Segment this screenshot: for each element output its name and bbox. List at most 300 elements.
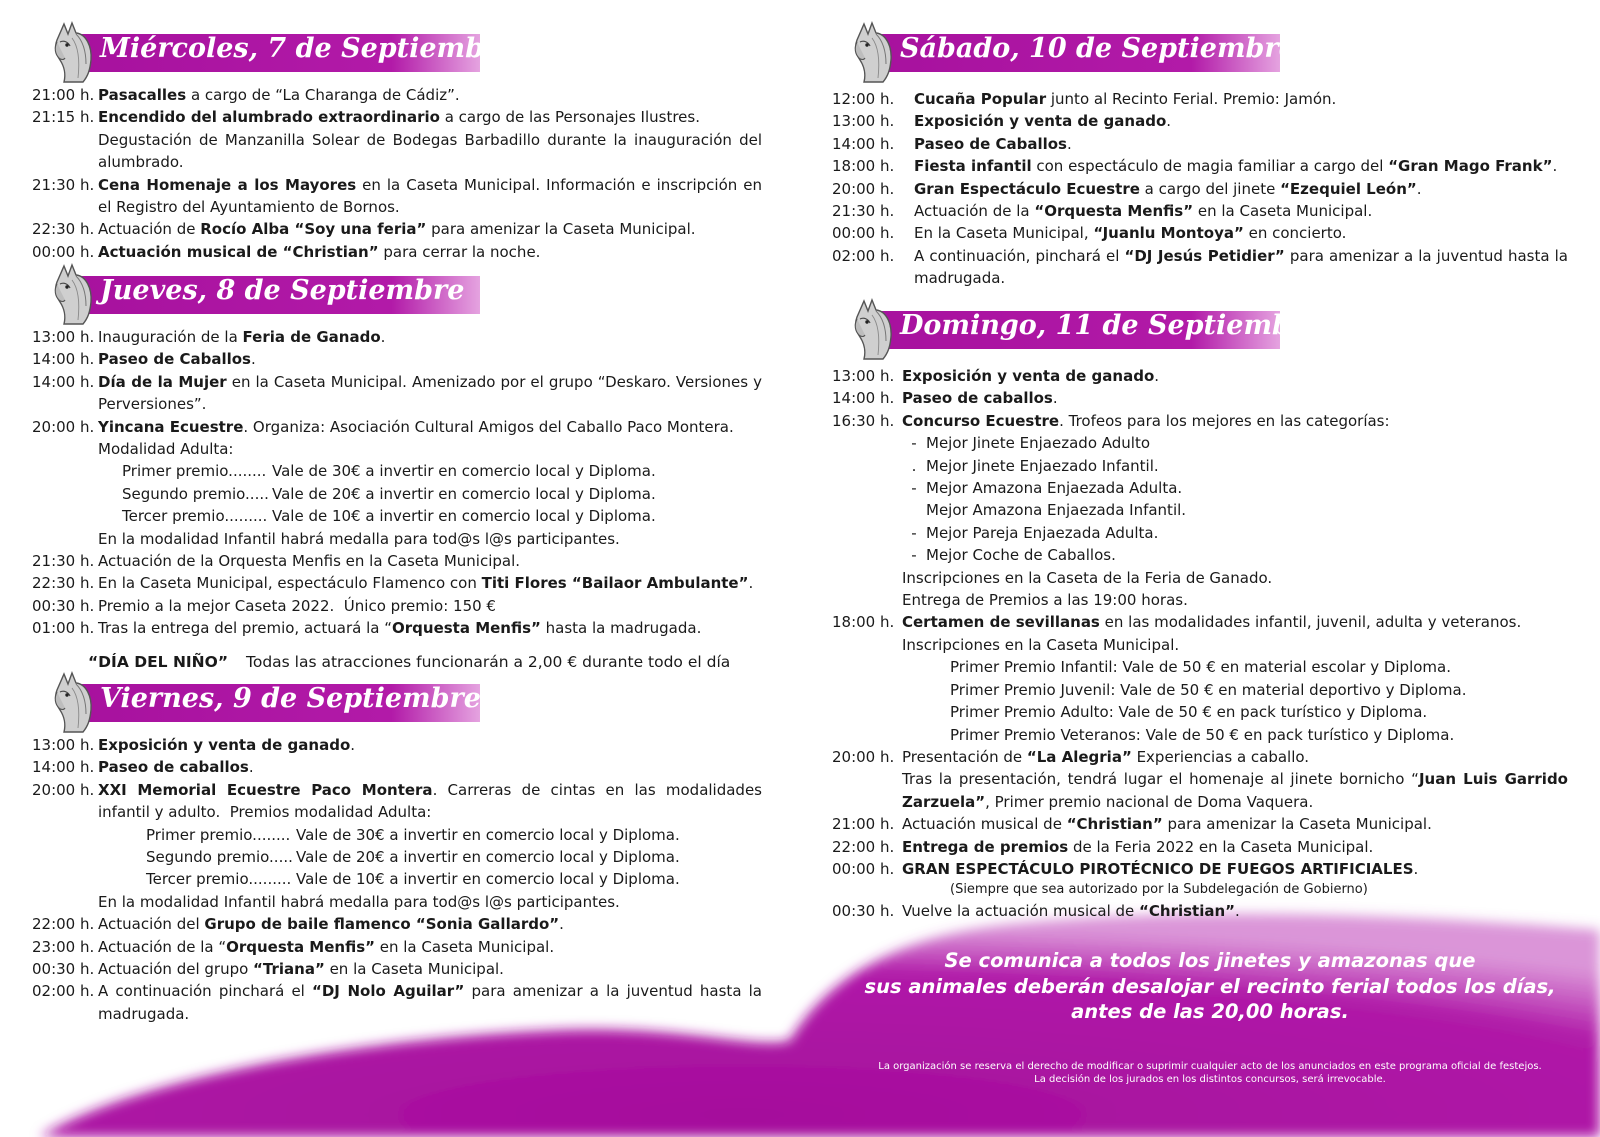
event-description: [98, 241, 762, 263]
event-row: [32, 595, 762, 617]
highlight-text: Concurso Ecuestre: [902, 411, 1060, 430]
event-time: 14:00 h.: [832, 389, 895, 408]
event-time: 14:00 h.: [32, 350, 95, 369]
prize-label: Tercer premio.........: [122, 507, 268, 526]
prize-text: Vale de 10€ a invertir en comercio local y Diploma.: [272, 507, 656, 526]
event-row: [32, 617, 762, 639]
event-description: [98, 218, 762, 240]
event-time: 20:00 h.: [832, 179, 895, 198]
horse-head-icon: [50, 262, 96, 326]
event-time: 21:30 h.: [32, 552, 95, 571]
horse-head-icon: [850, 297, 896, 361]
event-text: .: [380, 328, 386, 346]
event-text: . Trofeos para los mejores en las categorías:: [1059, 411, 1390, 430]
day-saturday: [832, 20, 1573, 290]
event-description: [98, 734, 762, 756]
notice-message: [860, 948, 1560, 1025]
event-text: Inauguración de la: [98, 328, 243, 346]
event-description: [98, 174, 767, 219]
event-row: [832, 387, 1568, 409]
event-description: [914, 88, 1568, 110]
horse-head-icon: [50, 20, 96, 84]
event-description: [914, 133, 1568, 155]
prize-row: [98, 868, 762, 890]
event-text: Tras la entrega del premio, actuará la “: [98, 619, 393, 638]
event-time: 14:00 h.: [832, 134, 895, 153]
prize-label: Tercer premio.........: [146, 870, 292, 889]
prize-line: Primer Premio Adulto: Vale de 50 € en pack turístico y Diploma.: [950, 703, 1428, 722]
notice-line: Se comunica a todos los jinetes y amazonas que: [944, 949, 1476, 972]
event-row: [32, 241, 762, 263]
event-description: [914, 200, 1568, 222]
event-detail: [902, 768, 1574, 813]
event-row: [32, 416, 762, 550]
event-row: [32, 326, 762, 348]
event-text: .: [1052, 389, 1058, 408]
event-main: [98, 595, 762, 617]
event-main: [98, 617, 762, 639]
event-main: [98, 572, 762, 594]
event-text: A continuación, pinchará el: [914, 246, 1125, 265]
category-item: [902, 477, 1568, 499]
event-main: [914, 200, 1568, 222]
event-text: Actuación del: [98, 915, 205, 934]
notice-line: antes de las 20,00 horas.: [1071, 1000, 1349, 1023]
category-marker: -: [911, 523, 917, 542]
event-main: [914, 222, 1568, 244]
event-text: . Carreras de cintas en las modalidades infantil y adulto. Premios modalidad Adulta:: [98, 780, 767, 822]
event-text: En la Caseta Municipal,: [914, 224, 1094, 243]
event-time: 20:00 h.: [832, 747, 895, 766]
prize-text: Vale de 30€ a invertir en comercio local y Diploma.: [296, 825, 680, 844]
highlight-text: Día de la Mujer: [98, 372, 227, 391]
event-time: 22:30 h.: [32, 574, 95, 593]
event-text: a cargo de “La Charanga de Cádiz”.: [186, 86, 460, 104]
highlight-text: Paseo de caballos: [902, 389, 1053, 408]
prize-text: Vale de 20€ a invertir en comercio local y Diploma.: [272, 484, 656, 503]
event-row: [832, 178, 1568, 200]
event-row: [832, 813, 1568, 835]
category-marker: -: [911, 434, 917, 453]
event-main: [98, 174, 767, 219]
event-text: para amenizar la Caseta Municipal.: [426, 220, 696, 239]
event-row: [32, 218, 762, 240]
event-main: [902, 611, 1568, 633]
event-main: [902, 900, 1568, 922]
event-text: de la Feria 2022 en la Caseta Municipal.: [1068, 837, 1374, 856]
event-note: Entrega de Premios a las 19:00 horas.: [902, 591, 1188, 610]
event-time: 12:00 h.: [832, 90, 895, 108]
event-main: [902, 410, 1568, 432]
event-row: [832, 88, 1568, 110]
prize-line: Primer Premio Veteranos: Vale de 50 € en pack turístico y Diploma.: [950, 725, 1455, 744]
prize-label: Primer premio........: [146, 825, 291, 844]
event-time: 13:00 h.: [32, 328, 95, 346]
event-text: junto al Recinto Ferial. Premio: Jamón.: [1046, 90, 1337, 108]
event-text: en la Caseta Municipal.: [1193, 202, 1373, 221]
day-title: Miércoles, 7 de Septiembre: [100, 33, 516, 64]
highlight-text: Feria de Ganado: [242, 328, 381, 346]
event-time: 13:00 h.: [832, 112, 895, 131]
event-time: 18:00 h.: [832, 613, 895, 632]
highlight-text: GRAN ESPECTÁCULO PIROTÉCNICO DE FUEGOS ARTIFICIALES: [902, 859, 1414, 878]
event-description: [914, 155, 1568, 177]
highlight-text: Paseo de Caballos: [914, 134, 1067, 153]
highlight-text: “Christian”: [1139, 902, 1236, 921]
event-main: [98, 913, 762, 935]
horse-head-icon: [850, 20, 896, 84]
event-text: Actuación musical de: [902, 815, 1067, 834]
highlight-text: “Juanlu Montoya”: [1093, 224, 1244, 243]
highlight-text: Actuación musical de “Christian”: [98, 242, 379, 261]
event-main: [914, 155, 1568, 177]
event-time: 14:00 h.: [32, 758, 95, 777]
event-list: [832, 365, 1574, 923]
event-text: Actuación del grupo: [98, 960, 254, 979]
disclaimer-line: La decisión de los jurados en los distintos concursos, será irrevocable.: [1034, 1074, 1386, 1085]
highlight-text: Titi Flores “Bailaor Ambulante”: [481, 574, 749, 593]
event-text: .: [1066, 134, 1072, 153]
event-time: 20:00 h.: [32, 780, 95, 799]
event-description: [98, 617, 762, 639]
event-row: [32, 958, 762, 980]
event-row: [32, 734, 762, 756]
category-text: Mejor Amazona Enjaezada Infantil.: [926, 501, 1187, 520]
notice-line: sus animales deberán desalojar el recinto ferial todos los días,: [864, 974, 1556, 998]
event-row: [832, 133, 1568, 155]
event-time: 02:00 h.: [832, 246, 895, 265]
event-main: [98, 958, 762, 980]
event-description: [914, 178, 1568, 200]
event-row: [832, 110, 1568, 132]
event-main: [98, 371, 767, 416]
event-description: [98, 913, 762, 935]
event-main: [98, 756, 762, 778]
event-row: [32, 779, 767, 913]
disclaimer-line: La organización se reserva el derecho de modificar o suprimir cualquier acto de los anunciados en este programa oficial de festejos.: [878, 1061, 1542, 1072]
event-main: [98, 241, 762, 263]
event-time: 22:00 h.: [832, 837, 895, 856]
event-text: .: [1154, 367, 1160, 385]
highlight-text: Encendido del alumbrado extraordinario: [98, 108, 440, 127]
highlight-text: Paseo de caballos: [98, 758, 249, 777]
event-row: [832, 746, 1574, 813]
event-time: 00:00 h.: [832, 224, 895, 243]
category-marker: .: [911, 456, 917, 475]
event-text: Actuación de la: [914, 202, 1035, 221]
prize-row: [98, 824, 762, 846]
prize-label: Primer premio........: [122, 462, 267, 481]
event-time: 00:00 h.: [32, 242, 95, 261]
category-marker: -: [911, 479, 917, 498]
event-main: [98, 218, 762, 240]
event-time: 21:30 h.: [832, 202, 895, 221]
event-text: Vuelve la actuación musical de: [902, 902, 1140, 921]
prize-label: Segundo premio.....: [146, 848, 293, 867]
event-time: 21:00 h.: [832, 815, 895, 834]
day-sunday: [832, 297, 1574, 923]
event-time: 23:00 h.: [32, 937, 95, 956]
event-description: [914, 245, 1573, 290]
event-row: [32, 106, 762, 173]
event-note: Inscripciones en la Caseta de la Feria de Ganado.: [902, 568, 1273, 587]
event-text: En la Caseta Municipal, espectáculo Flamenco con: [98, 574, 482, 593]
event-description: [902, 836, 1568, 858]
event-text: .: [250, 350, 256, 369]
highlight-text: “Ezequiel León”: [1280, 179, 1417, 198]
day-banner: [50, 20, 762, 78]
event-text: .: [1166, 112, 1172, 131]
day-title: Jueves, 8 de Septiembre: [100, 275, 465, 306]
highlight-text: Yincana Ecuestre: [98, 417, 244, 436]
event-description: [98, 106, 762, 173]
event-text: hasta la madrugada.: [540, 619, 702, 638]
event-main: [902, 858, 1568, 880]
event-text: Actuación de: [98, 220, 201, 239]
highlight-text: Certamen de sevillanas: [902, 613, 1100, 632]
event-time: 22:30 h.: [32, 220, 95, 239]
event-row: [32, 348, 762, 370]
event-main: [98, 936, 762, 958]
event-description: [902, 900, 1568, 922]
event-description: [98, 572, 762, 594]
highlight-text: Pasacalles: [98, 86, 187, 104]
prize-text: Vale de 20€ a invertir en comercio local y Diploma.: [296, 848, 680, 867]
dia-del-nino-text: Todas las atracciones funcionarán a 2,00 € durante todo el día: [246, 653, 731, 671]
event-description: [902, 813, 1568, 835]
event-description: [98, 416, 762, 550]
highlight-text: Cena Homenaje a los Mayores: [98, 175, 357, 194]
event-row: [832, 222, 1568, 244]
event-main: [902, 746, 1568, 768]
event-text: en la Caseta Municipal. Información e inscripción en el Registro del Ayuntamiento de Bornos.: [98, 175, 767, 217]
prize-text: Vale de 10€ a invertir en comercio local y Diploma.: [296, 870, 680, 889]
highlight-text: Gran Espectáculo Ecuestre: [914, 179, 1140, 198]
category-item: [902, 544, 1568, 566]
event-row: [32, 84, 762, 106]
event-time: 21:00 h.: [32, 86, 95, 104]
event-main: [914, 178, 1568, 200]
horse-head-icon: [50, 670, 96, 734]
event-row: [832, 155, 1568, 177]
day-banner: [50, 670, 762, 728]
highlight-text: Orquesta Menfis”: [392, 619, 541, 638]
category-text: Mejor Jinete Enjaezado Infantil.: [926, 456, 1159, 475]
event-description: [98, 756, 762, 778]
event-description: [902, 858, 1568, 900]
event-text: Presentación de: [902, 747, 1027, 766]
highlight-text: “La Alegria”: [1026, 747, 1132, 766]
event-row: [32, 756, 762, 778]
event-main: [902, 813, 1568, 835]
event-description: [98, 371, 767, 416]
event-description: [98, 84, 762, 106]
event-text: .: [1235, 902, 1240, 921]
event-text: a cargo del jinete: [1139, 179, 1281, 198]
highlight-text: “DJ Jesús Petidier”: [1124, 246, 1285, 265]
event-row: [32, 936, 762, 958]
event-time: 14:00 h.: [32, 372, 95, 391]
event-time: 18:00 h.: [832, 157, 895, 176]
dia-del-nino: [88, 653, 730, 671]
event-main: [914, 133, 1568, 155]
day-title: Viernes, 9 de Septiembre: [100, 683, 481, 714]
category-marker: [902, 499, 926, 521]
event-time: 02:00 h.: [32, 982, 95, 1001]
event-footnote: (Siempre que sea autorizado por la Subdelegación de Gobierno): [950, 882, 1368, 898]
event-row: [832, 611, 1568, 745]
highlight-text: Cucaña Popular: [914, 90, 1047, 108]
event-text: Tras la presentación, tendrá lugar el homenaje al jinete bornicho “: [902, 770, 1419, 789]
event-text: .: [350, 736, 356, 754]
highlight-text: Grupo de baile flamenco “Sonia Gallardo”: [204, 915, 560, 934]
event-text: Premio a la mejor Caseta 2022. Único premio: 150 €: [98, 596, 496, 615]
prize-line: Primer Premio Infantil: Vale de 50 € en material escolar y Diploma.: [950, 658, 1451, 677]
event-time: 13:00 h.: [32, 736, 95, 754]
event-time: 16:30 h.: [832, 411, 895, 430]
day-banner: [850, 297, 1568, 355]
event-description: [98, 958, 762, 980]
highlight-text: Fiesta infantil: [914, 157, 1032, 176]
event-row: [832, 900, 1568, 922]
event-text: .: [1413, 859, 1419, 878]
event-note: Inscripciones en la Caseta Municipal.: [902, 635, 1180, 654]
event-main: [98, 416, 762, 438]
event-row: [832, 365, 1568, 387]
highlight-text: “Orquesta Menfis”: [1034, 202, 1194, 221]
highlight-text: XXI Memorial Ecuestre Paco Montera: [98, 780, 433, 799]
event-description: [98, 348, 762, 370]
event-note: En la modalidad Infantil habrá medalla para tod@s l@s participantes.: [98, 892, 620, 911]
event-detail: Degustación de Manzanilla Solear de Bodegas Barbadillo durante la inauguración del alumbrado.: [98, 130, 762, 172]
event-text: .: [248, 758, 254, 777]
event-text: en la Caseta Municipal. Amenizado por el grupo “Deskaro. Versiones y Perversiones”.: [98, 372, 767, 414]
event-description: [98, 936, 762, 958]
highlight-text: Exposición y venta de ganado: [914, 112, 1167, 131]
category-text: Mejor Pareja Enjaezada Adulta.: [926, 523, 1159, 542]
event-description: [98, 326, 762, 348]
event-main: [98, 326, 762, 348]
event-note: En la modalidad Infantil habrá medalla para tod@s l@s participantes.: [98, 529, 620, 548]
event-time: 01:00 h.: [32, 619, 95, 638]
highlight-text: “DJ Nolo Aguilar”: [312, 982, 465, 1001]
event-main: [98, 348, 762, 370]
event-row: [832, 858, 1568, 900]
event-time: 21:15 h.: [32, 108, 95, 127]
event-description: [98, 779, 767, 913]
category-item: [902, 455, 1568, 477]
event-text: para amenizar a la juventud hasta la madrugada.: [98, 982, 767, 1023]
event-description: [902, 365, 1568, 387]
category-marker: -: [911, 546, 917, 565]
day-friday: [32, 670, 767, 1025]
event-text: Actuación de la “: [98, 937, 227, 956]
event-description: [902, 410, 1568, 612]
category-text: Mejor Coche de Caballos.: [926, 546, 1116, 565]
event-row: [32, 174, 767, 219]
event-list: [32, 326, 767, 640]
event-main: [914, 88, 1568, 110]
event-text: A continuación pinchará el: [98, 982, 312, 1001]
event-main: [902, 836, 1568, 858]
event-text: .: [1552, 157, 1558, 176]
event-text: Experiencias a caballo.: [1131, 747, 1310, 766]
event-text: a cargo de las Personajes Ilustres.: [439, 108, 700, 127]
event-text: en la Caseta Municipal.: [374, 937, 555, 956]
event-time: 13:00 h.: [832, 367, 895, 385]
event-list: [832, 88, 1573, 290]
category-text: Mejor Jinete Enjaezado Adulto: [926, 434, 1151, 453]
event-description: [902, 387, 1568, 409]
highlight-text: “Gran Mago Frank”: [1388, 157, 1553, 176]
event-text: en la Caseta Municipal.: [324, 960, 504, 979]
event-text: en las modalidades infantil, juvenil, adulta y veteranos.: [1099, 613, 1522, 632]
highlight-text: Paseo de Caballos: [98, 350, 251, 369]
event-row: [832, 245, 1573, 290]
event-text: , Primer premio nacional de Doma Vaquera.: [985, 792, 1314, 811]
event-time: 21:30 h.: [32, 175, 95, 194]
event-list: [32, 84, 767, 263]
day-banner: [850, 20, 1568, 78]
day-wednesday: [32, 20, 767, 263]
highlight-text: Entrega de premios: [902, 837, 1069, 856]
event-main: [902, 365, 1568, 387]
event-time: 00:00 h.: [832, 859, 895, 878]
prize-row: [98, 460, 762, 482]
prize-row: [98, 505, 762, 527]
event-list: [32, 734, 767, 1025]
prize-text: Vale de 30€ a invertir en comercio local y Diploma.: [272, 462, 656, 481]
event-time: 20:00 h.: [32, 417, 95, 436]
event-main: [98, 980, 767, 1025]
event-description: [914, 110, 1568, 132]
highlight-text: Orquesta Menfis”: [226, 937, 375, 956]
event-row: [32, 980, 767, 1025]
dia-del-nino-label: “DÍA DEL NIÑO”: [88, 653, 229, 671]
event-main: [98, 84, 762, 106]
day-banner: [50, 262, 762, 320]
event-text: .: [1416, 179, 1422, 198]
day-title: Sábado, 10 de Septiembre: [900, 33, 1296, 64]
highlight-text: Rocío Alba “Soy una feria”: [200, 220, 427, 239]
event-time: 00:30 h.: [832, 902, 895, 921]
event-description: [902, 746, 1574, 813]
prize-line: Primer Premio Juvenil: Vale de 50 € en material deportivo y Diploma.: [950, 680, 1467, 699]
event-text: para amenizar la Caseta Municipal.: [1162, 815, 1432, 834]
event-main: [98, 106, 762, 128]
event-description: [902, 611, 1568, 745]
event-main: [98, 734, 762, 756]
prize-row: [98, 483, 762, 505]
event-text: en concierto.: [1243, 224, 1347, 243]
event-row: [32, 550, 762, 572]
highlight-text: “Christian”: [1066, 815, 1163, 834]
event-row: [32, 913, 762, 935]
event-row: [832, 836, 1568, 858]
event-main: [914, 110, 1568, 132]
highlight-text: Exposición y venta de ganado: [98, 736, 351, 754]
day-title: Domingo, 11 de Septiembre: [900, 310, 1323, 341]
event-description: [98, 550, 762, 572]
highlight-text: Juan Luis Garrido Zarzuela”: [902, 770, 1574, 811]
event-main: [98, 779, 767, 824]
event-text: .: [559, 915, 564, 934]
day-thursday: [32, 262, 767, 640]
event-text: . Organiza: Asociación Cultural Amigos del Caballo Paco Montera.: [243, 417, 734, 436]
event-time: 00:30 h.: [32, 596, 95, 615]
event-text: con espectáculo de magia familiar a cargo del: [1031, 157, 1389, 176]
event-description: [98, 980, 767, 1025]
